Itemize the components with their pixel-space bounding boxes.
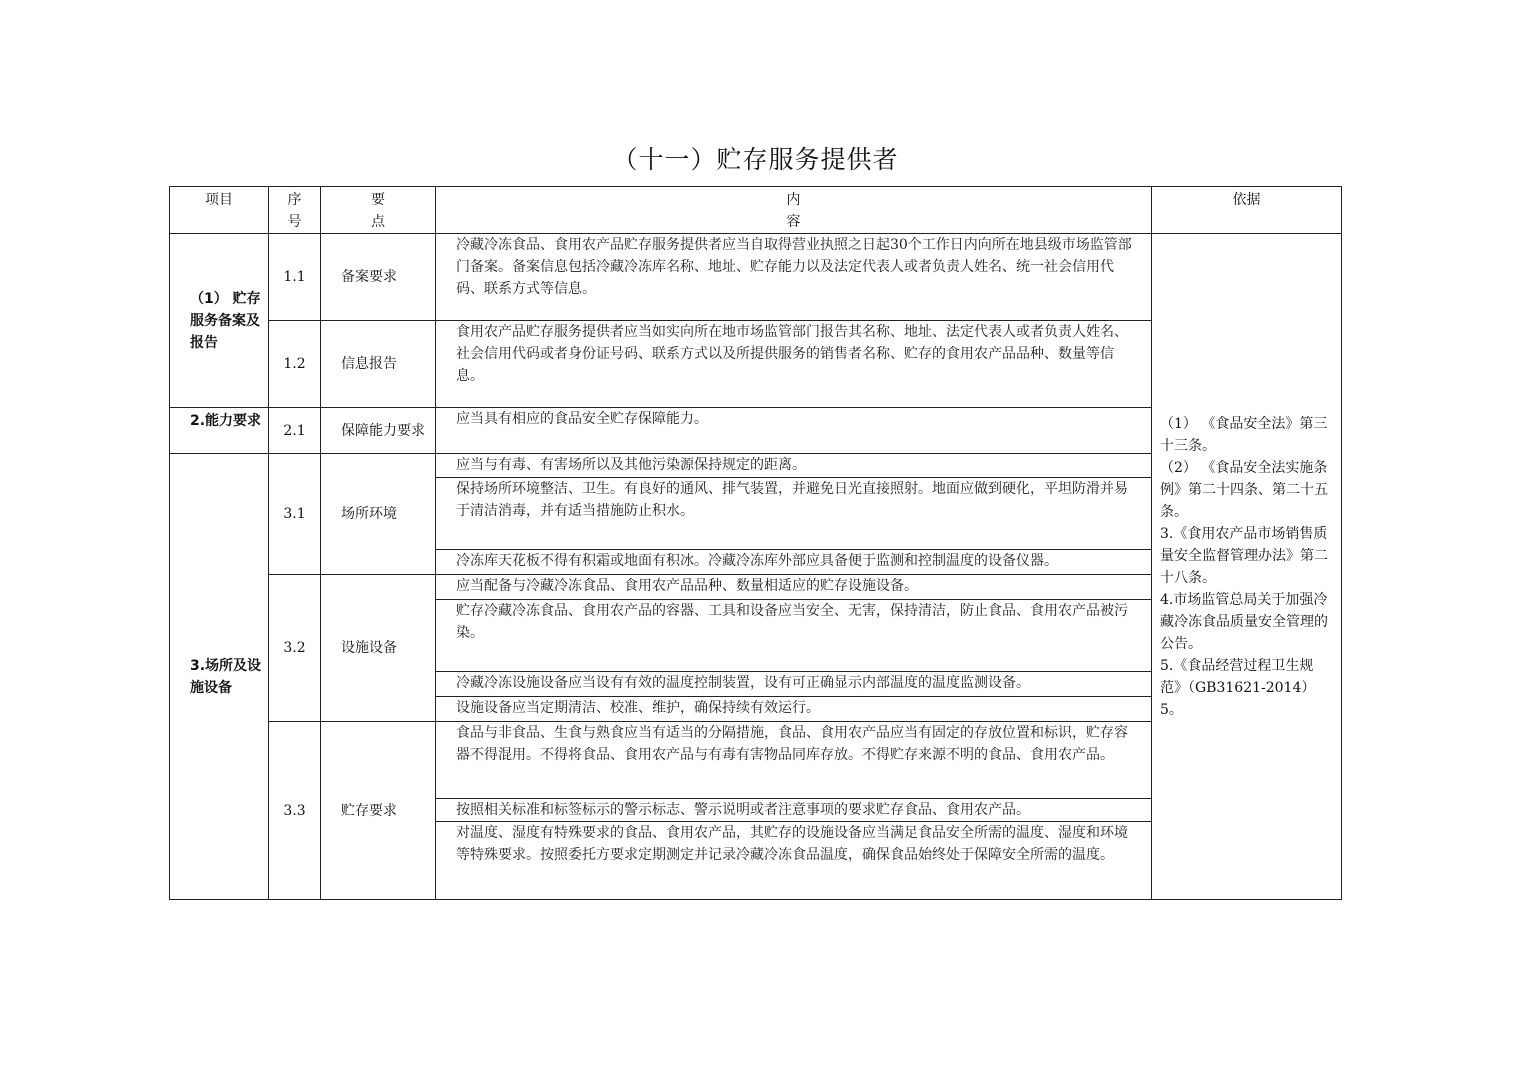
basis-item: 3.《食用农产品市场销售质量安全监督管理办法》第二十八条。 [1160, 525, 1328, 586]
content-cell: 保持场所环境整洁、卫生。有良好的通风、排气装置，并避免日光直接照射。地面应做到硬化，平坦防滑并易于清洁消毒，并有适当措施防止积水。 [436, 478, 1152, 550]
content-cell: 应当与有毒、有害场所以及其他污染源保持规定的距离。 [436, 454, 1152, 478]
key-point-cell: 备案要求 [321, 234, 436, 321]
table-row [170, 234, 1342, 321]
content-cell: 按照相关标准和标签标示的警示标志、警示说明或者注意事项的要求贮存食品、食用农产品。 [436, 799, 1152, 822]
key-point-cell: 保障能力要求 [321, 408, 436, 454]
content-cell: 冷藏冷冻设施设备应当设有有效的温度控制装置，设有可正确显示内部温度的温度监测设备。 [436, 672, 1152, 697]
section-capacity: 2.能力要求 [170, 408, 269, 454]
key-point-cell: 设施设备 [321, 575, 436, 722]
header-content-line1: 内 [786, 192, 801, 208]
header-key-line2: 点 [371, 214, 385, 230]
content-cell: 对温度、湿度有特殊要求的食品、食用农产品，其贮存的设施设备应当满足食品安全所需的温度、湿度和环境等特殊要求。按照委托方要求定期测定并记录冷藏冷冻食品温度，确保食品始终处于保障安全所需的温度。 [436, 822, 1152, 900]
content-cell: 冷冻库天花板不得有积霜或地面有积冰。冷藏冷冻库外部应具备便于监测和控制温度的设备仪器。 [436, 550, 1152, 575]
header-seq-line1: 序 [287, 192, 302, 208]
content-cell: 食品与非食品、生食与熟食应当有适当的分隔措施，食品、食用农产品应当有固定的存放位置和标识，贮存容器不得混用。不得将食品、食用农产品与有毒有害物品同库存放。不得贮存来源不明的食品、食用农产品。 [436, 722, 1152, 799]
header-seq-line2: 号 [287, 214, 302, 230]
requirements-table [169, 186, 1342, 900]
seq-cell: 1.1 [269, 234, 321, 321]
section-filing-report: （1） 贮存服务备案及报告 [170, 234, 269, 408]
key-point-cell: 信息报告 [321, 321, 436, 408]
header-key-line1: 要 [371, 192, 385, 208]
basis-item: 4.市场监管总局关于加强冷藏冷冻食品质量安全管理的公告。 [1160, 591, 1328, 652]
content-cell: 贮存冷藏冷冻食品、食用农产品的容器、工具和设备应当安全、无害，保持清洁，防止食品、食用农产品被污染。 [436, 600, 1152, 672]
seq-cell: 1.2 [269, 321, 321, 408]
basis-cell [1152, 234, 1342, 900]
seq-cell: 2.1 [269, 408, 321, 454]
header-key [321, 187, 436, 234]
content-cell: 应当配备与冷藏冷冻食品、食用农产品品种、数量相适应的贮存设施设备。 [436, 575, 1152, 600]
header-content [436, 187, 1152, 234]
basis-item: 5.《食品经营过程卫生规范》（GB31621-2014）5。 [1160, 657, 1316, 718]
header-content-line2: 容 [786, 214, 801, 230]
key-point-cell: 贮存要求 [321, 722, 436, 900]
header-row [170, 187, 1342, 234]
content-cell: 设施设备应当定期清洁、校准、维护，确保持续有效运行。 [436, 697, 1152, 722]
page-title: （十一）贮存服务提供者 [612, 145, 899, 174]
header-basis: 依据 [1152, 187, 1342, 234]
content-cell: 冷藏冷冻食品、食用农产品贮存服务提供者应当自取得营业执照之日起30个工作日内向所在地县级市场监管部门备案。备案信息包括冷藏冷冻库名称、地址、贮存能力以及法定代表人或者负责人姓名、统一社会信用代码、联系方式等信息。 [436, 234, 1152, 321]
basis-item: （2） 《食品安全法实施条例》第二十四条、第二十五条。 [1160, 459, 1328, 520]
seq-cell: 3.2 [269, 575, 321, 722]
section-premises-equipment: 3.场所及设施设备 [170, 454, 269, 900]
seq-cell: 3.1 [269, 454, 321, 575]
seq-cell: 3.3 [269, 722, 321, 900]
header-project: 项目 [170, 187, 269, 234]
basis-item: （1） 《食品安全法》第三十三条。 [1160, 415, 1328, 454]
key-point-cell: 场所环境 [321, 454, 436, 575]
header-seq [269, 187, 321, 234]
content-cell: 应当具有相应的食品安全贮存保障能力。 [436, 408, 1152, 454]
content-cell: 食用农产品贮存服务提供者应当如实向所在地市场监管部门报告其名称、地址、法定代表人或者负责人姓名、社会信用代码或者身份证号码、联系方式以及所提供服务的销售者名称、贮存的食用农产品品种、数量等信息。 [436, 321, 1152, 408]
